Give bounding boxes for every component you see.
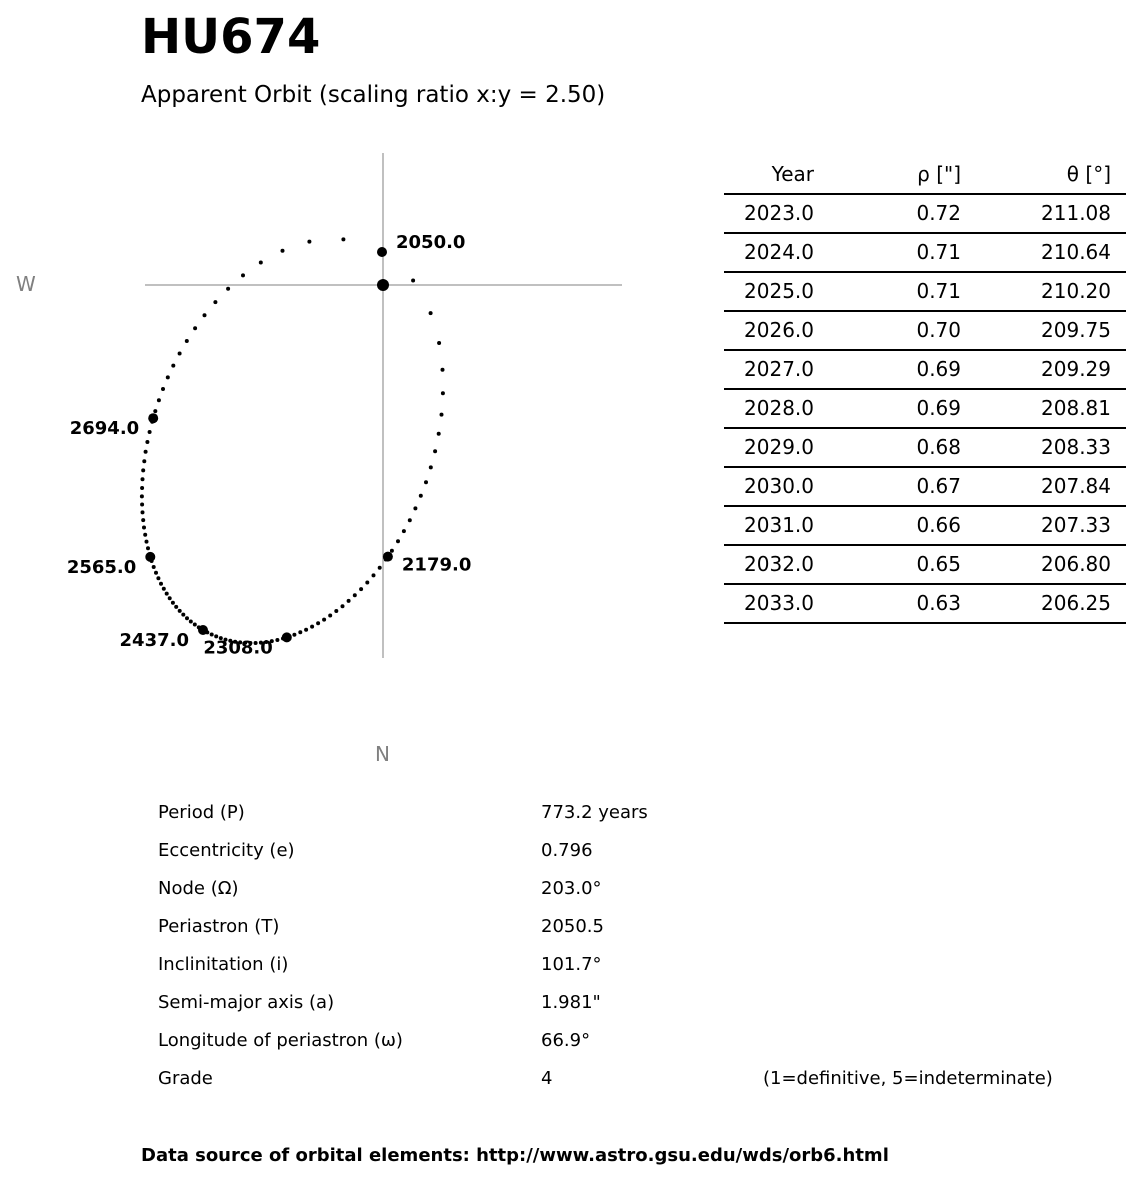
element-name: Periastron (T): [158, 916, 280, 937]
element-value: 101.7°: [541, 954, 602, 975]
orbit-point: [141, 518, 145, 522]
cell-theta: 209.75: [1041, 318, 1111, 342]
orbit-point: [275, 638, 279, 642]
orbit-point: [437, 432, 441, 436]
cell-year: 2029.0: [744, 435, 814, 459]
orbit-point: [378, 566, 382, 570]
orbital-elements: [158, 796, 1098, 1100]
cell-theta: 206.25: [1041, 591, 1111, 615]
cell-rho: 0.68: [916, 435, 961, 459]
orbit-point: [141, 510, 145, 514]
page-title: HU674: [141, 9, 321, 65]
orbit-point: [171, 364, 175, 368]
element-name: Semi-major axis (a): [158, 992, 335, 1013]
orbit-point: [440, 413, 444, 417]
epoch-marker: [198, 625, 208, 635]
orbit-point: [353, 593, 357, 597]
epoch-label: 2565.0: [66, 556, 137, 578]
orbit-point: [171, 601, 175, 605]
element-row: [158, 796, 1098, 834]
orbit-point: [178, 609, 182, 613]
orbit-diagram: [0, 0, 700, 780]
epoch-label: 2437.0: [119, 630, 189, 651]
table-row: [724, 468, 1126, 507]
orbit-point: [226, 287, 230, 291]
orbit-point: [408, 518, 412, 522]
orbit-point: [310, 625, 314, 629]
orbit-point: [347, 599, 351, 603]
orbit-point: [178, 352, 182, 356]
cell-rho: 0.72: [916, 201, 961, 225]
table-row: [724, 507, 1126, 546]
element-row: [158, 986, 1098, 1024]
orbit-point: [174, 605, 178, 609]
orbit-point: [154, 571, 158, 575]
orbit-point: [143, 533, 147, 537]
orbit-point: [413, 506, 417, 510]
orbit-point: [316, 621, 320, 625]
orbit-point: [148, 430, 152, 434]
orbit-point: [441, 368, 445, 372]
orbit-point: [328, 614, 332, 618]
table-row: [724, 351, 1126, 390]
orbit-point: [153, 409, 157, 413]
ephemeris-table: [724, 156, 1126, 624]
table-row: [724, 234, 1126, 273]
orbit-point: [152, 565, 156, 569]
cell-year: 2027.0: [744, 357, 814, 381]
orbit-point: [142, 459, 146, 463]
west-label: W: [16, 272, 36, 296]
cell-year: 2028.0: [744, 396, 814, 420]
element-value: 773.2 years: [541, 802, 648, 823]
element-row: [158, 834, 1098, 872]
orbit-point: [429, 311, 433, 315]
orbit-point: [334, 609, 338, 613]
cell-rho: 0.71: [916, 240, 961, 264]
cell-year: 2023.0: [744, 201, 814, 225]
header-year: Year: [771, 162, 814, 186]
element-value: 4: [541, 1068, 553, 1089]
table-header-row: [724, 156, 1126, 195]
orbit-point: [193, 326, 197, 330]
orbit-point: [166, 375, 170, 379]
orbit-point: [145, 540, 149, 544]
cell-year: 2032.0: [744, 552, 814, 576]
epoch-marker: [383, 552, 393, 562]
element-row: [158, 910, 1098, 948]
orbit-point: [185, 616, 189, 620]
orbit-point: [322, 618, 326, 622]
orbit-point: [213, 300, 217, 304]
orbit-point: [185, 339, 189, 343]
cell-year: 2033.0: [744, 591, 814, 615]
orbit-point: [396, 539, 400, 543]
element-name: Grade: [158, 1068, 213, 1089]
page-subtitle: Apparent Orbit (scaling ratio x:y = 2.50): [141, 82, 606, 108]
cell-year: 2030.0: [744, 474, 814, 498]
cell-rho: 0.70: [916, 318, 961, 342]
element-value: 0.796: [541, 840, 593, 861]
orbit-path: [140, 237, 445, 645]
orbit-point: [165, 592, 169, 596]
element-name: Inclinitation (i): [158, 954, 289, 975]
element-value: 1.981": [541, 992, 601, 1013]
orbit-point: [142, 526, 146, 530]
element-row: [158, 872, 1098, 910]
orbit-point: [359, 587, 363, 591]
cell-theta: 208.33: [1041, 435, 1111, 459]
cell-theta: 207.33: [1041, 513, 1111, 537]
orbit-point: [390, 549, 394, 553]
orbit-point: [433, 449, 437, 453]
epoch-label: 2179.0: [401, 554, 472, 576]
element-value: 2050.5: [541, 916, 604, 937]
data-source-footer: Data source of orbital elements: http://www.astro.gsu.edu/wds/orb6.html: [141, 1145, 889, 1166]
orbit-point: [437, 341, 441, 345]
orbit-point: [193, 623, 197, 627]
orbit-point: [141, 468, 145, 472]
orbit-point: [372, 573, 376, 577]
orbit-point: [157, 398, 161, 402]
epoch-label: 2050.0: [396, 232, 466, 253]
table-row: [724, 429, 1126, 468]
orbit-point: [259, 261, 263, 265]
orbit-point: [161, 387, 165, 391]
orbit-point: [203, 313, 207, 317]
orbit-point: [181, 613, 185, 617]
orbit-point: [159, 582, 163, 586]
table-row: [724, 273, 1126, 312]
epoch-marker: [148, 413, 158, 423]
orbit-point: [168, 596, 172, 600]
cell-theta: 210.64: [1041, 240, 1111, 264]
cell-year: 2024.0: [744, 240, 814, 264]
cell-year: 2031.0: [744, 513, 814, 537]
epoch-marker: [145, 552, 155, 562]
cell-rho: 0.66: [916, 513, 961, 537]
epoch-markers: [67, 232, 472, 658]
orbit-point: [146, 546, 150, 550]
cell-rho: 0.65: [916, 552, 961, 576]
cell-rho: 0.63: [916, 591, 961, 615]
orbit-point: [189, 620, 193, 624]
header-theta: θ [°]: [1066, 162, 1111, 186]
cell-theta: 208.81: [1041, 396, 1111, 420]
table-row: [724, 546, 1126, 585]
cell-rho: 0.71: [916, 279, 961, 303]
orbit-point: [424, 480, 428, 484]
orbit-point: [402, 529, 406, 533]
cell-rho: 0.69: [916, 357, 961, 381]
orbit-point: [307, 240, 311, 244]
orbit-point: [140, 503, 144, 507]
element-name: Period (P): [158, 802, 245, 823]
epoch-marker: [377, 247, 387, 257]
orbit-point: [145, 440, 149, 444]
orbit-point: [419, 494, 423, 498]
epoch-label: 2694.0: [69, 418, 140, 440]
cell-theta: 209.29: [1041, 357, 1111, 381]
orbit-point: [304, 628, 308, 632]
element-name: Longitude of periastron (ω): [158, 1030, 403, 1051]
orbit-point: [144, 450, 148, 454]
cell-theta: 210.20: [1041, 279, 1111, 303]
orbit-point: [241, 273, 245, 277]
orbit-point: [292, 633, 296, 637]
element-name: Eccentricity (e): [158, 840, 295, 861]
cell-year: 2026.0: [744, 318, 814, 342]
table-row: [724, 390, 1126, 429]
table-row: [724, 585, 1126, 624]
orbit-point: [441, 391, 445, 395]
element-row: [158, 948, 1098, 986]
element-value: 203.0°: [541, 878, 602, 899]
orbit-point: [411, 279, 415, 283]
primary-star: [377, 279, 389, 291]
cell-theta: 211.08: [1041, 201, 1111, 225]
orbit-point: [210, 633, 214, 637]
orbit-point: [298, 630, 302, 634]
table-row: [724, 312, 1126, 351]
cell-theta: 207.84: [1041, 474, 1111, 498]
orbit-point: [162, 587, 166, 591]
orbit-point: [341, 604, 345, 608]
orbit-point: [141, 477, 145, 481]
element-row: [158, 1024, 1098, 1062]
element-note: (1=definitive, 5=indeterminate): [763, 1068, 1053, 1089]
element-value: 66.9°: [541, 1030, 591, 1051]
orbit-point: [429, 465, 433, 469]
cell-theta: 206.80: [1041, 552, 1111, 576]
north-label: N: [375, 742, 390, 766]
orbit-point: [156, 576, 160, 580]
cell-rho: 0.67: [916, 474, 961, 498]
epoch-marker: [282, 632, 292, 642]
element-name: Node (Ω): [158, 878, 239, 899]
epoch-label: 2308.0: [203, 637, 273, 659]
table-row: [724, 195, 1126, 234]
cell-year: 2025.0: [744, 279, 814, 303]
element-row: [158, 1062, 1098, 1100]
cell-rho: 0.69: [916, 396, 961, 420]
orbit-point: [341, 237, 345, 241]
orbit-point: [140, 494, 144, 498]
orbit-point: [281, 249, 285, 253]
orbit-point: [140, 486, 144, 490]
header-rho: ρ ["]: [917, 162, 961, 186]
orbit-point: [365, 581, 369, 585]
